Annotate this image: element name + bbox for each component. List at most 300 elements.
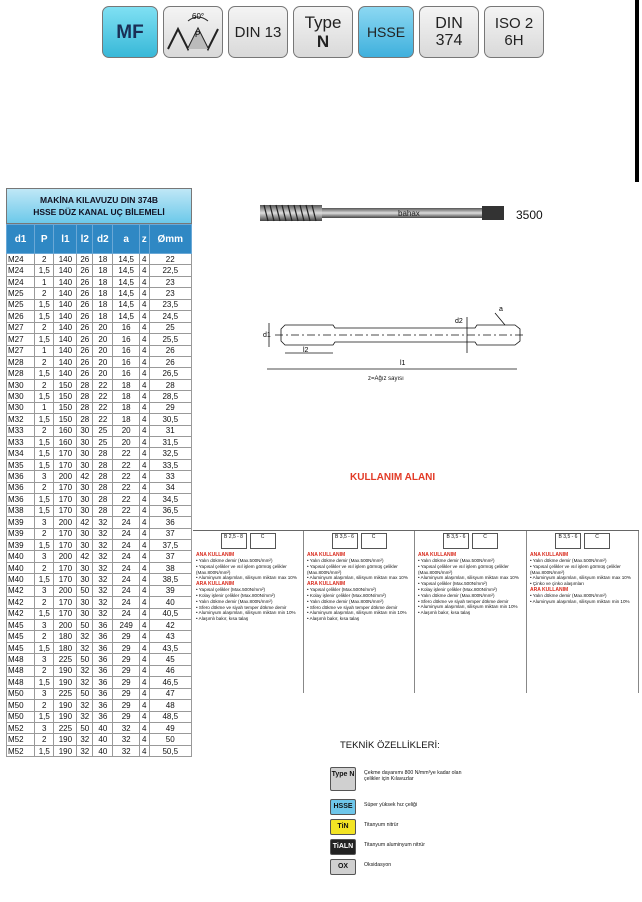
table-cell: 45 <box>149 654 191 665</box>
table-cell: 36 <box>149 517 191 528</box>
table-cell: 22 <box>93 414 113 425</box>
table-title-line1: MAKİNA KILAVUZU DIN 374B <box>39 195 159 205</box>
table-cell: 1,5 <box>35 368 54 379</box>
table-cell: 4 <box>139 528 149 539</box>
table-cell: M36 <box>7 482 35 493</box>
table-cell: 4 <box>139 539 149 550</box>
table-cell: 16 <box>113 356 139 367</box>
table-cell: 32 <box>93 528 113 539</box>
usage-item: • Kolay işlenir çelikler (Max.800N/mm²) <box>418 586 497 592</box>
table-cell: 4 <box>139 482 149 493</box>
table-cell: 28 <box>77 414 93 425</box>
table-cell: 1,5 <box>35 745 54 756</box>
table-cell: 18 <box>113 379 139 390</box>
table-cell: 37,5 <box>149 539 191 550</box>
table-row <box>7 459 192 470</box>
chamfer-b-icon: B 3,5 - 6 <box>332 533 358 549</box>
table-cell: 22 <box>113 482 139 493</box>
iso-badge <box>484 6 544 58</box>
table-cell: 4 <box>139 551 149 562</box>
table-cell: 180 <box>54 631 77 642</box>
table-cell: 36,5 <box>149 505 191 516</box>
column-header-5: a <box>113 225 139 254</box>
table-cell: 28 <box>93 494 113 505</box>
table-cell: 30 <box>77 437 93 448</box>
table-cell: 20 <box>93 345 113 356</box>
table-cell: 4 <box>139 459 149 470</box>
table-cell: 150 <box>54 391 77 402</box>
usage-item: • Aluminyum alaşımları, silisyum miktarı max 10% <box>307 575 408 581</box>
table-cell: 26 <box>77 334 93 345</box>
table-cell: 34,5 <box>149 494 191 505</box>
table-cell: M33 <box>7 437 35 448</box>
table-cell: 3 <box>35 471 54 482</box>
usage-item: • Yalın dökme demir (Max.500N/mm²) <box>530 558 607 563</box>
table-cell: 28 <box>93 471 113 482</box>
table-cell: 32 <box>93 585 113 596</box>
drawing-label-d1: d1 <box>263 332 271 339</box>
table-cell: 28 <box>77 391 93 402</box>
table-row <box>7 562 192 573</box>
table-cell: 4 <box>139 288 149 299</box>
table-cell: 20 <box>93 322 113 333</box>
table-cell: M33 <box>7 425 35 436</box>
table-cell: 140 <box>54 288 77 299</box>
table-cell: 42 <box>77 551 93 562</box>
table-cell: 2 <box>35 254 54 265</box>
table-cell: M27 <box>7 345 35 356</box>
table-cell: 140 <box>54 311 77 322</box>
feature-text: Süper yüksek hız çeliği <box>364 802 418 808</box>
table-cell: 4 <box>139 448 149 459</box>
usage-heading: ARA KULLANIM <box>530 586 569 593</box>
table-cell: 4 <box>139 734 149 745</box>
table-cell: 18 <box>93 288 113 299</box>
usage-item: • Alaşımlı bakır, kısa talaş <box>418 610 471 616</box>
usage-item: • Yapısal çelikler ve ısıl işlem görmüş çelikler (Max.800N/mm²) <box>196 563 287 575</box>
table-row <box>7 311 192 322</box>
table-cell: 140 <box>54 265 77 276</box>
table-cell: 4 <box>139 620 149 631</box>
table-row <box>7 288 192 299</box>
table-cell: 16 <box>113 345 139 356</box>
table-row <box>7 334 192 345</box>
table-cell: M52 <box>7 722 35 733</box>
table-cell: 1,5 <box>35 494 54 505</box>
product-number: 3500 <box>516 208 543 222</box>
thread-profile-badge <box>163 6 223 58</box>
table-cell: M35 <box>7 459 35 470</box>
table-cell: 30 <box>77 608 93 619</box>
table-cell: 4 <box>139 494 149 505</box>
table-cell: 16 <box>113 322 139 333</box>
table-cell: 46,5 <box>149 677 191 688</box>
table-cell: 1,5 <box>35 505 54 516</box>
table-row <box>7 528 192 539</box>
feature-badge: TiALN <box>330 839 356 855</box>
table-cell: 32 <box>93 574 113 585</box>
table-row <box>7 517 192 528</box>
table-cell: 32 <box>93 551 113 562</box>
table-cell: 28 <box>93 459 113 470</box>
usage-item: • Aluminyum alaşımları, silisyum miktarı min 10% <box>418 604 518 610</box>
table-cell: 1,5 <box>35 608 54 619</box>
table-row <box>7 620 192 631</box>
table-cell: 30 <box>77 494 93 505</box>
table-cell: 50 <box>77 654 93 665</box>
table-row <box>7 299 192 310</box>
tap-technical-drawing <box>255 295 525 385</box>
chamfer-c-icon: C <box>361 533 387 549</box>
table-row <box>7 322 192 333</box>
table-row <box>7 654 192 665</box>
table-cell: 48 <box>149 700 191 711</box>
table-cell: 26,5 <box>149 368 191 379</box>
usage-item: • Yalın dökme demir (Max.500N/mm²) <box>196 558 273 563</box>
iso-line2: 6H <box>504 32 524 49</box>
table-cell: M40 <box>7 562 35 573</box>
usage-item: • Aluminyum alaşımları, silisyum miktarı max 10% <box>196 575 297 581</box>
table-cell: 200 <box>54 585 77 596</box>
table-cell: 46 <box>149 665 191 676</box>
table-cell: 200 <box>54 551 77 562</box>
usage-heading: ARA KULLANIM <box>307 581 346 588</box>
table-row <box>7 471 192 482</box>
table-cell: 170 <box>54 482 77 493</box>
table-cell: 42 <box>77 517 93 528</box>
table-row <box>7 539 192 550</box>
table-cell: 4 <box>139 574 149 585</box>
table-cell: 190 <box>54 665 77 676</box>
chamfer-b-icon: B 3,5 - 6 <box>555 533 581 549</box>
drawing-label-l2: l2 <box>303 347 309 354</box>
usage-item: • Yalın dökme demir (Max.800N/mm²) <box>196 598 273 604</box>
table-row <box>7 482 192 493</box>
tap-brand: bahax <box>398 209 420 218</box>
table-cell: 18 <box>93 276 113 287</box>
chamfer-c-icon: C <box>584 533 610 549</box>
table-row <box>7 356 192 367</box>
usage-item: • Sfero dökme ve siyah temper dökme demir <box>307 604 398 610</box>
table-cell: 30 <box>77 562 93 573</box>
table-cell: 4 <box>139 517 149 528</box>
drawing-label-l1: l1 <box>400 360 406 367</box>
chamfer-c-icon: C <box>250 533 276 549</box>
table-cell: 32 <box>77 677 93 688</box>
table-cell: 24 <box>113 551 139 562</box>
table-row <box>7 425 192 436</box>
table-cell: 50 <box>77 585 93 596</box>
table-cell: M24 <box>7 254 35 265</box>
table-cell: 4 <box>139 299 149 310</box>
table-row <box>7 254 192 265</box>
table-row <box>7 688 192 699</box>
table-row <box>7 494 192 505</box>
table-cell: 37 <box>149 551 191 562</box>
table-cell: 4 <box>139 311 149 322</box>
table-cell: 47 <box>149 688 191 699</box>
table-cell: 4 <box>139 471 149 482</box>
table-cell: 1 <box>35 276 54 287</box>
table-row <box>7 379 192 390</box>
table-cell: M39 <box>7 517 35 528</box>
table-cell: 2 <box>35 700 54 711</box>
drawing-label-a: a <box>499 306 503 313</box>
table-row <box>7 700 192 711</box>
table-cell: 2 <box>35 562 54 573</box>
din374-line1: DIN <box>435 15 463 32</box>
table-cell: 26 <box>77 254 93 265</box>
feature-badge: HSSE <box>330 799 356 815</box>
table-cell: M32 <box>7 414 35 425</box>
table-cell: 4 <box>139 700 149 711</box>
table-cell: 1,5 <box>35 448 54 459</box>
table-cell: 4 <box>139 597 149 608</box>
iso-line1: ISO 2 <box>494 15 534 32</box>
feature-badge: Type N <box>330 767 356 791</box>
table-cell: 26 <box>77 345 93 356</box>
din374-badge <box>419 6 479 58</box>
table-cell: 50 <box>77 620 93 631</box>
table-cell: M40 <box>7 574 35 585</box>
table-cell: 4 <box>139 414 149 425</box>
table-cell: 2 <box>35 734 54 745</box>
usage-item: • Yapısal çelikler (Max.500N/mm²) <box>196 587 266 593</box>
usage-item: • Kolay işlenir çelikler (Max.800N/mm²) <box>196 592 275 598</box>
table-cell: 2 <box>35 379 54 390</box>
table-cell: 160 <box>54 425 77 436</box>
thread-angle-label: 60° <box>192 12 205 21</box>
table-cell: 1,5 <box>35 437 54 448</box>
table-cell: M30 <box>7 379 35 390</box>
table-cell: 30 <box>77 425 93 436</box>
table-cell: 4 <box>139 425 149 436</box>
table-cell: 190 <box>54 711 77 722</box>
table-cell: 16 <box>113 368 139 379</box>
table-cell: 1,5 <box>35 391 54 402</box>
table-cell: 4 <box>139 437 149 448</box>
table-cell: M38 <box>7 505 35 516</box>
hsse-badge: HSSE <box>358 6 414 58</box>
column-header-3: l2 <box>77 225 93 254</box>
table-cell: 38 <box>149 562 191 573</box>
table-cell: M30 <box>7 391 35 402</box>
table-cell: 4 <box>139 654 149 665</box>
table-cell: 32,5 <box>149 448 191 459</box>
column-header-2: l1 <box>54 225 77 254</box>
table-cell: 24 <box>113 517 139 528</box>
usage-heading: ANA KULLANIM <box>307 552 346 558</box>
table-cell: 1,5 <box>35 265 54 276</box>
table-cell: 50,5 <box>149 745 191 756</box>
table-cell: 36 <box>93 642 113 653</box>
table-cell: 1,5 <box>35 677 54 688</box>
table-cell: 23 <box>149 276 191 287</box>
usage-item: • Yalın dökme demir (Max.800N/mm²) <box>530 592 607 598</box>
table-cell: 22 <box>149 254 191 265</box>
table-cell: 18 <box>93 311 113 322</box>
table-cell: 30 <box>77 597 93 608</box>
table-cell: 36 <box>93 631 113 642</box>
table-cell: 32 <box>77 734 93 745</box>
table-cell: 40 <box>149 597 191 608</box>
table-cell: 28 <box>93 448 113 459</box>
table-cell: 28 <box>77 379 93 390</box>
table-cell: 1,5 <box>35 642 54 653</box>
table-cell: 26 <box>149 345 191 356</box>
table-cell: 140 <box>54 254 77 265</box>
table-cell: 30,5 <box>149 414 191 425</box>
table-cell: 30 <box>77 482 93 493</box>
table-cell: 23 <box>149 288 191 299</box>
table-cell: M48 <box>7 665 35 676</box>
table-cell: 31 <box>149 425 191 436</box>
usage-item: • Aluminyum alaşımları, silisyum miktarı min 10% <box>530 598 630 604</box>
table-row <box>7 345 192 356</box>
drawing-caption: z=Ağız sayısı <box>368 376 404 382</box>
usage-item: • Sfero dökme ve siyah temper dökme demir <box>418 598 509 604</box>
table-cell: 2 <box>35 631 54 642</box>
table-cell: M27 <box>7 334 35 345</box>
table-cell: 3 <box>35 551 54 562</box>
table-cell: 170 <box>54 597 77 608</box>
table-cell: 29 <box>113 654 139 665</box>
table-cell: 22 <box>93 402 113 413</box>
table-cell: 30 <box>77 505 93 516</box>
table-cell: 18 <box>113 402 139 413</box>
table-cell: 22 <box>93 391 113 402</box>
table-cell: 1,5 <box>35 414 54 425</box>
table-cell: 4 <box>139 665 149 676</box>
table-cell: 42 <box>149 620 191 631</box>
chamfer-b-icon: B 2,5 - 8 <box>221 533 247 549</box>
table-cell: 31,5 <box>149 437 191 448</box>
table-cell: 43,5 <box>149 642 191 653</box>
column-header-0: d1 <box>7 225 35 254</box>
usage-item: • Aluminyum alaşımları, silisyum miktarı min 10% <box>307 610 407 616</box>
usage-item: • Çinko ve çinko alaşımları <box>530 581 584 587</box>
table-cell: M24 <box>7 265 35 276</box>
table-cell: 32 <box>77 711 93 722</box>
table-cell: 29 <box>113 631 139 642</box>
usage-item: • Yalın dökme demir (Max.500N/mm²) <box>307 558 384 563</box>
table-cell: 225 <box>54 722 77 733</box>
table-cell: 37 <box>149 528 191 539</box>
table-cell: M36 <box>7 494 35 505</box>
table-cell: 1 <box>35 402 54 413</box>
usage-heading: ARA KULLANIM <box>196 581 235 588</box>
table-cell: 170 <box>54 528 77 539</box>
table-cell: M50 <box>7 688 35 699</box>
feature-text: Oksidasyon <box>364 862 392 868</box>
table-cell: 140 <box>54 299 77 310</box>
table-cell: 3 <box>35 517 54 528</box>
table-cell: 4 <box>139 631 149 642</box>
table-cell: 14,5 <box>113 288 139 299</box>
table-cell: 4 <box>139 677 149 688</box>
table-cell: 20 <box>93 368 113 379</box>
table-cell: 4 <box>139 276 149 287</box>
table-cell: M34 <box>7 448 35 459</box>
table-cell: 3 <box>35 722 54 733</box>
features-title: TEKNİK ÖZELLİKLERİ: <box>340 740 440 751</box>
table-cell: 150 <box>54 402 77 413</box>
table-cell: 32 <box>93 608 113 619</box>
table-cell: 40,5 <box>149 608 191 619</box>
table-cell: 29 <box>113 688 139 699</box>
table-cell: 32 <box>93 597 113 608</box>
table-cell: 14,5 <box>113 311 139 322</box>
table-cell: 32 <box>93 562 113 573</box>
table-cell: 2 <box>35 322 54 333</box>
table-cell: 140 <box>54 368 77 379</box>
usage-item: • Yapısal çelikler ve ısıl işlem görmüş çelikler (Max.800N/mm²) <box>307 563 398 575</box>
table-cell: 26 <box>77 368 93 379</box>
table-cell: 18 <box>93 254 113 265</box>
usage-heading: ANA KULLANIM <box>418 552 457 558</box>
table-cell: 170 <box>54 608 77 619</box>
feature-text: Titanyum nitrür <box>364 822 399 828</box>
table-cell: 26 <box>149 356 191 367</box>
table-cell: 26 <box>77 276 93 287</box>
tap-image <box>258 200 508 226</box>
table-cell: 140 <box>54 276 77 287</box>
din13-badge: DIN 13 <box>228 6 288 58</box>
table-cell: M48 <box>7 654 35 665</box>
table-cell: 140 <box>54 322 77 333</box>
table-cell: 1,5 <box>35 459 54 470</box>
table-cell: M45 <box>7 620 35 631</box>
table-cell: 2 <box>35 597 54 608</box>
table-cell: 4 <box>139 722 149 733</box>
usage-box <box>527 531 639 693</box>
table-row <box>7 677 192 688</box>
spec-table <box>6 224 192 757</box>
feature-badge: OX <box>330 859 356 875</box>
usage-title: KULLANIM ALANI <box>350 472 436 483</box>
table-row <box>7 276 192 287</box>
table-cell: 18 <box>93 265 113 276</box>
usage-item: • Yalın dökme demir (Max.800N/mm²) <box>418 592 495 598</box>
table-cell: 3 <box>35 620 54 631</box>
table-cell: 50 <box>149 734 191 745</box>
table-row <box>7 711 192 722</box>
table-cell: M50 <box>7 700 35 711</box>
table-cell: 140 <box>54 345 77 356</box>
table-cell: 170 <box>54 562 77 573</box>
table-cell: M45 <box>7 631 35 642</box>
table-cell: 2 <box>35 425 54 436</box>
usage-item: • Aluminyum alaşımları, silisyum miktarı max 10% <box>530 575 631 581</box>
table-cell: 40 <box>93 722 113 733</box>
usage-item: • Aluminyum alaşımları, silisyum miktarı max 10% <box>418 575 519 581</box>
table-cell: 170 <box>54 505 77 516</box>
chamfer-b-icon: B 3,5 - 6 <box>443 533 469 549</box>
table-cell: 150 <box>54 379 77 390</box>
table-cell: 14,5 <box>113 299 139 310</box>
table-cell: 36 <box>93 665 113 676</box>
table-cell: 22,5 <box>149 265 191 276</box>
usage-item: • Yapısal çelikler (Max.500N/mm²) <box>418 581 488 587</box>
din374-line2: 374 <box>435 32 463 49</box>
usage-item: • Yapısal çelikler (Max.500N/mm²) <box>307 587 377 593</box>
table-row <box>7 585 192 596</box>
table-row <box>7 402 192 413</box>
table-cell: 4 <box>139 688 149 699</box>
thread-60-icon <box>164 7 222 57</box>
table-cell: 20 <box>93 356 113 367</box>
type-value: N <box>316 32 330 51</box>
